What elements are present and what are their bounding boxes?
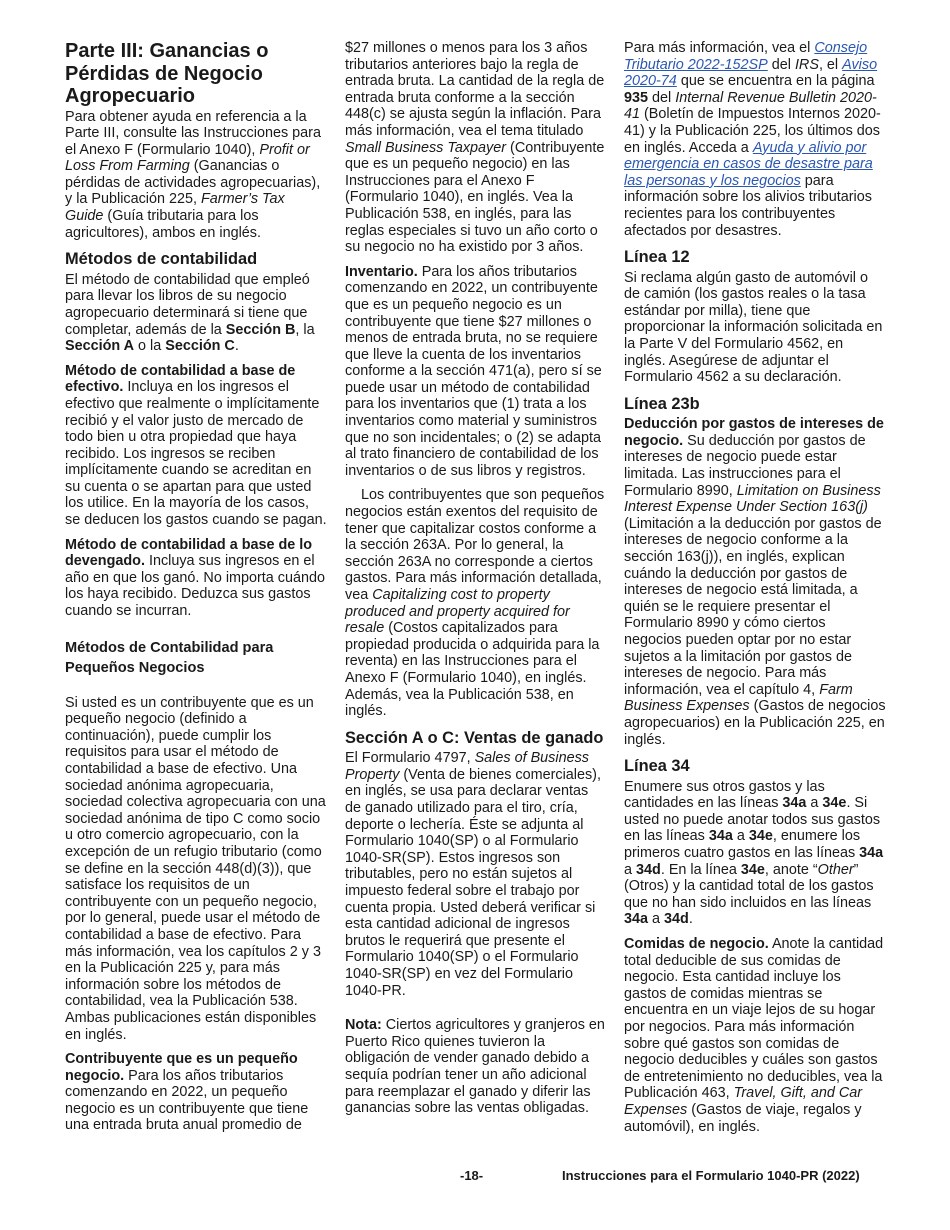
text-run: Para más información, vea el: [624, 40, 815, 56]
text-run: (Costos capitalizados para propiedad producida o adquirida para la reventa) en las Instrucciones para el Anexo F (Formulario 1040), en inglés. Además, vea la Publicación 538, en inglés.: [345, 620, 600, 720]
heading-linea-12: Línea 12: [624, 248, 690, 267]
nota-paragraph: [345, 1017, 607, 1117]
bold-text: Nota:: [345, 1017, 382, 1034]
text-run: a: [624, 861, 637, 878]
link[interactable]: Consejo Tributario 2022-152SP: [624, 40, 868, 73]
text-run: Los contribuyentes que son pequeños negocios están exentos del requisito de tener que capitalizar costos conforme a la sección 263A. Por lo general, la sección 263A no corresponde a ciertos gastos. Para más información detallada, vea: [345, 487, 605, 603]
bold-text: Método de contabilidad a base de efectivo.: [65, 362, 296, 396]
bold-text: 34d: [664, 911, 689, 928]
text-run: que se encuentra en la página: [676, 73, 875, 90]
bold-text: Sección B: [225, 321, 296, 338]
text-run: , enumere los primeros cuatro gastos en las líneas: [624, 828, 861, 862]
text-run: para información sobre los alivios tributarios recientes para los contribuyentes afectados por desastres.: [624, 172, 872, 239]
italic-text: Limitation on Business Interest Expense Under Section 163(j): [624, 482, 881, 516]
bold-text: Inventario.: [345, 263, 418, 280]
text-run: a: [732, 828, 749, 845]
column-1: [65, 40, 327, 1142]
bold-text: 34e: [748, 828, 773, 845]
text-run: Anote la cantidad total deducible de sus comidas de negocio. Esta cantidad incluye los gastos de comidas mientras se encuentra en un viaje lejos de su hogar por negocios. Para más información sobre qué gastos son comidas de negocio deducibles y cuáles son gastos de entretenimiento no deducibles, vea la Publicación 463,: [624, 936, 884, 1102]
mas-informacion-paragraph: [624, 40, 886, 239]
italic-text: Other: [817, 861, 854, 878]
text-run: a: [648, 911, 665, 928]
exentos-paragraph: [345, 487, 607, 719]
linea-34-paragraph: [624, 779, 886, 928]
text-run: Su deducción por gastos de intereses de negocio puede estar limitada. Las instrucciones para el Formulario 8990,: [624, 432, 866, 499]
italic-text: Travel, Gift, and Car Expenses: [624, 1085, 863, 1118]
column-3: [624, 40, 886, 1143]
text-run: del: [648, 89, 676, 106]
text-run: (Boletín de Impuestos Internos 2020-41) y la Publicación 225, los últimos dos en inglés. Acceda a: [624, 106, 881, 156]
linea-23b-paragraph: [624, 416, 886, 748]
formulario-4797-paragraph: [345, 750, 607, 999]
text-run: .: [688, 911, 693, 928]
parte-iii-intro: [65, 109, 327, 242]
bold-text: 34a: [708, 828, 733, 845]
text-run: del: [767, 56, 795, 73]
text-run: (Venta de bienes comerciales), en inglés, se usa para declarar ventas de ganado utilizado para el tiro, cría, deporte o lechería. Éste se adjunta al Formulario 1040(SP) o al Formulario 1040-SR(SP). Estos ingresos son tributables, pero no están sujetos al impuesto federal sobre el trabajo por cuenta propia. Usted deberá verificar si esta cantidad adicional de ingresos brutos le requerirá que presente el Formulario 1040(SP) o el Formulario 1040-SR(SP) en vez del Formulario 1040-PR.: [345, 766, 601, 999]
link[interactable]: Aviso 2020-74: [624, 56, 878, 90]
inventario-paragraph: [345, 264, 607, 480]
bold-text: Sección C: [165, 338, 235, 355]
heading-pequenos-negocios: Métodos de Contabilidad para Pequeños Negocios: [65, 639, 274, 677]
bold-text: 34a: [859, 845, 884, 862]
text-run: , el: [818, 56, 843, 73]
italic-text: Farmer’s Tax Guide: [65, 191, 285, 225]
text-run: Si usted es un contribuyente que es un pequeño negocio (definido a continuación), puede cumplir los requisitos para usar el método de contabilidad a base de efectivo. Una sociedad anónima agropecuaria, sociedad colectiva agropecuaria con una sociedad anónima de tipo C como socio u otro comercio agropecuario, con la excepción de un refugio tributario (como se define en la sección 448(d)(3)), que satisface los requisitos de un contribuyente con un pequeño negocio, por lo general, puede usar el método de contabilidad a base de efectivo. Para más información, vea los capítulos 2 y 3 en la Publicación 225 y, para más información sobre los métodos de contabilidad, vea la Publicación 538. Ambas publicaciones están disponibles en inglés.: [65, 694, 326, 1043]
column-2: [345, 40, 607, 1125]
footer-title: Instrucciones para el Formulario 1040-PR (2022): [562, 1168, 860, 1183]
text-run: (Gastos de viaje, regalos y automóvil), en inglés.: [624, 1101, 862, 1135]
text-run: Si reclama algún gasto de automóvil o de camión (los gastos reales o la tasa estándar por milla), tiene que proporcionar la información solicitada en la Parte V del Formulario 4562, en inglés. Asegúrese de adjuntar el Formulario 4562 a su declaración.: [624, 269, 883, 386]
devengado-paragraph: [65, 537, 327, 620]
italic-text: Farm Business Expenses: [624, 681, 853, 715]
small-business-continued: [345, 40, 607, 256]
heading-linea-34: Línea 34: [624, 757, 690, 776]
bold-text: Método de contabilidad a base de lo devengado.: [65, 536, 313, 570]
italic-text: Profit or Loss From Farming: [65, 141, 310, 175]
efectivo-paragraph: [65, 363, 327, 529]
comidas-paragraph: [624, 936, 886, 1135]
bold-text: Contribuyente que es un pequeño negocio.: [65, 1051, 298, 1084]
section-title-parte-iii: Parte III: Ganancias o Pérdidas de Negocio Agropecuario: [65, 40, 269, 107]
text-run: Enumere sus otros gastos y las cantidades en las líneas: [624, 778, 825, 812]
italic-text: Sales of Business Property: [345, 750, 589, 783]
bold-text: Sección A: [65, 338, 135, 355]
text-run: (Contribuyente que es un pequeño negocio) en las Instrucciones para el Anexo F (Formulario 1040), en inglés. Vea la Publicación 538, en inglés, para las reglas especiales si tuvo un año corto o su negocio no ha existido por 3 años.: [345, 139, 605, 256]
bold-text: 935: [624, 89, 649, 106]
text-run: (Gastos de negocios agropecuarios) en la Publicación 225, en inglés.: [624, 698, 886, 748]
text-run: Incluya sus ingresos en el año en que los ganó. No importa cuándo los haya recibido. Deduzca sus gastos cuando se incurran.: [65, 553, 326, 620]
contribuyente-paragraph: [65, 1051, 327, 1134]
bold-text: 34a: [624, 911, 649, 928]
text-run: ” (Otros) y la cantidad total de los gastos que no han sido incluidos en las líneas: [624, 861, 874, 911]
text-run: $27 millones o menos para los 3 años tributarios anteriores bajo la regla de entrada bruta. La cantidad de la regla de entrada bruta conforme a la sección 448(c) se ajusta según la inflación. Para más información, vea el tema titulado: [345, 40, 605, 139]
text-run: Para los años tributarios comenzando en 2022, un contribuyente que es un pequeño negocio es un contribuyente que tiene $27 millones o menos de entrada bruta, no se requiere que lleve la cuenta de los inventarios conforme a la sección 471(a), pero sí se puede usar un método de contabilidad para los inventarios que (1) trata a los inventarios como material y suministros que no son incidentales; o (2) se adapta al trato financiero de contabilidad de los inventarios o de sus libros y registros.: [345, 263, 602, 479]
text-run: (Guía tributaria para los agricultores), ambos en inglés.: [65, 208, 261, 241]
text-run: . En la línea: [660, 861, 741, 878]
metodos-paragraph: [65, 272, 327, 355]
text-run: Ciertos agricultores y granjeros en Puerto Rico quienes tuvieron la obligación de vender ganado debido a sequía podrían tener un año adicional para reemplazar el ganado y diferir las ganancias sobre las ventas obligadas.: [345, 1017, 605, 1117]
text-run: .: [234, 338, 239, 355]
italic-text: IRS: [794, 56, 819, 73]
text-run: El método de contabilidad que empleó para llevar los libros de su negocio agropecuario determinará si tiene que completar, además de la: [65, 271, 310, 338]
text-run: o la: [134, 338, 166, 355]
text-run: , la: [295, 321, 315, 338]
text-run: (Ganancias o pérdidas de actividades agropecuarias), y la Publicación 225,: [65, 158, 321, 208]
text-run: El Formulario 4797,: [345, 750, 475, 767]
heading-seccion-a-c: Sección A o C: Ventas de ganado: [345, 728, 604, 747]
bold-text: Comidas de negocio.: [624, 936, 769, 952]
text-run: . Si usted no puede anotar todos sus gastos en las líneas: [624, 795, 881, 845]
bold-text: 34e: [740, 861, 765, 878]
text-run: (Limitación a la deducción por gastos de intereses de negocio conforme a la sección 163(j)), en inglés, explican cuándo la deducción por gastos de intereses de negocio está limitada, a quién se le requiere presentar el Formulario 8990 y cómo ciertos negocios pueden optar por no estar sujetos a la limitación por gastos de intereses de negocio. Para más información, vea el capítulo 4,: [624, 515, 882, 698]
text-run: Incluya en los ingresos el efectivo que realmente o implícitamente recibió y el valor justo de mercado de todo bien u otra propiedad que haya recibido. Los ingresos se reciben implícitamente cuando se acreditan en su cuenta o se apartan para que usted los utilice. En la mayoría de los casos, se deducen los gastos cuando se pagan.: [65, 379, 327, 529]
italic-text: Small Business Taxpayer: [345, 139, 507, 156]
bold-text: 34a: [782, 795, 807, 812]
text-run: , anote “: [764, 861, 818, 878]
italic-text: Capitalizing cost to property produced and property acquired for resale: [345, 587, 570, 637]
pequenos-negocios-paragraph: [65, 695, 327, 1043]
linea-12-paragraph: [624, 270, 886, 386]
heading-metodos-contabilidad: Métodos de contabilidad: [65, 250, 258, 269]
text-run: Para los años tributarios comenzando en 2022, un pequeño negocio es un contribuyente que tiene una entrada bruta anual promedio de: [65, 1067, 309, 1134]
italic-text: Internal Revenue Bulletin 2020-41: [624, 89, 877, 123]
link[interactable]: Ayuda y alivio por emergencia en casos de desastre para las personas y los negocios: [624, 139, 873, 189]
bold-text: 34e: [822, 795, 847, 812]
bold-text: Deducción por gastos de intereses de negocio.: [624, 416, 884, 449]
text-run: Para obtener ayuda en referencia a la Parte III, consulte las Instrucciones para el Anexo F (Formulario 1040),: [65, 108, 321, 158]
heading-linea-23b: Línea 23b: [624, 394, 700, 413]
text-run: a: [806, 795, 823, 812]
page-number: -18-: [460, 1168, 484, 1183]
bold-text: 34d: [636, 861, 661, 878]
